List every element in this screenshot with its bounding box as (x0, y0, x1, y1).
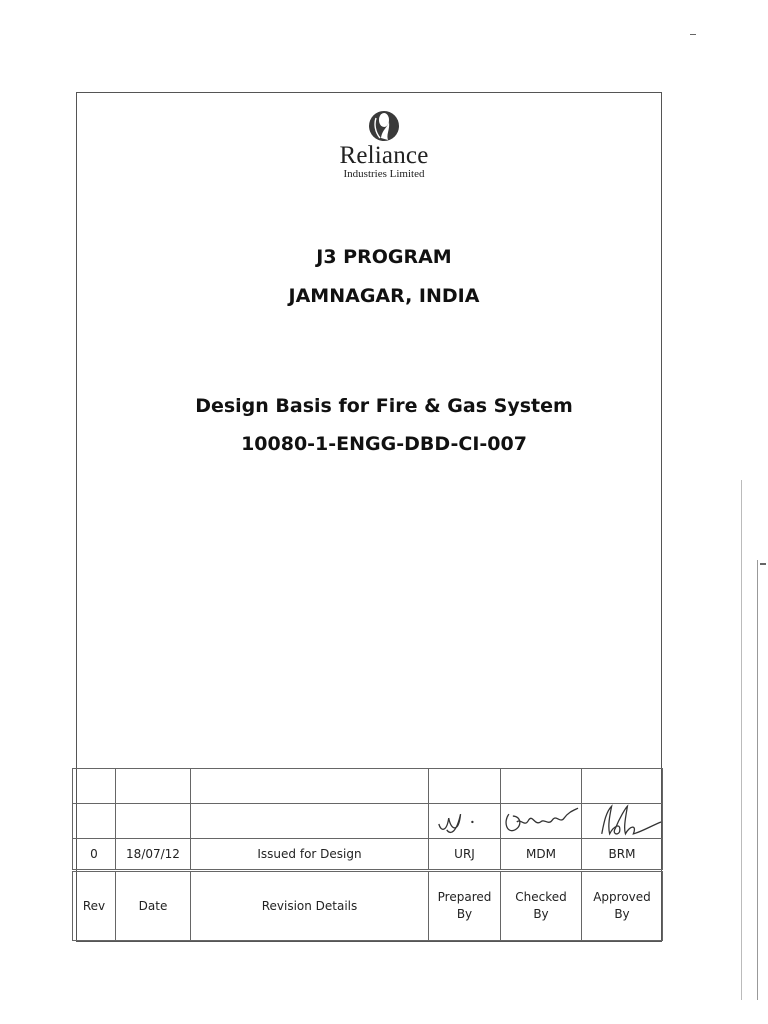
signature-icon (501, 804, 581, 838)
header-rev: Rev (73, 871, 116, 941)
details-cell: Issued for Design (191, 839, 429, 871)
signature-icon (582, 804, 662, 838)
approved-cell: BRM (582, 839, 663, 871)
header-details: Revision Details (191, 871, 429, 941)
table-row (73, 769, 663, 804)
table-header-row (73, 871, 663, 941)
document-title: Design Basis for Fire & Gas System (195, 395, 573, 417)
scan-edge-line (757, 560, 758, 1000)
scan-speck (760, 563, 766, 565)
signature-icon (429, 804, 500, 838)
signature-row (73, 804, 663, 839)
rev-cell: 0 (73, 839, 116, 871)
company-name: Reliance (339, 142, 429, 169)
scan-speck (690, 34, 696, 35)
prepared-signature (429, 804, 501, 839)
header-checked: Checked By (501, 871, 582, 941)
company-logo (0, 108, 768, 180)
table-row (73, 839, 663, 871)
header-prepared: Prepared By (429, 871, 501, 941)
header-date: Date (116, 871, 191, 941)
document-number: 10080-1-ENGG-DBD-CI-007 (241, 433, 527, 455)
header-approved: Approved By (582, 871, 663, 941)
company-subtitle: Industries Limited (343, 168, 425, 180)
prepared-cell: URJ (429, 839, 501, 871)
date-cell: 18/07/12 (116, 839, 191, 871)
reliance-logo-icon (364, 108, 404, 144)
scan-edge-line (741, 480, 742, 1000)
program-location: JAMNAGAR, INDIA (288, 285, 480, 307)
revision-table (72, 768, 663, 941)
checked-cell: MDM (501, 839, 582, 871)
approved-signature (582, 804, 663, 839)
program-title: J3 PROGRAM (316, 246, 452, 268)
checked-signature (501, 804, 582, 839)
